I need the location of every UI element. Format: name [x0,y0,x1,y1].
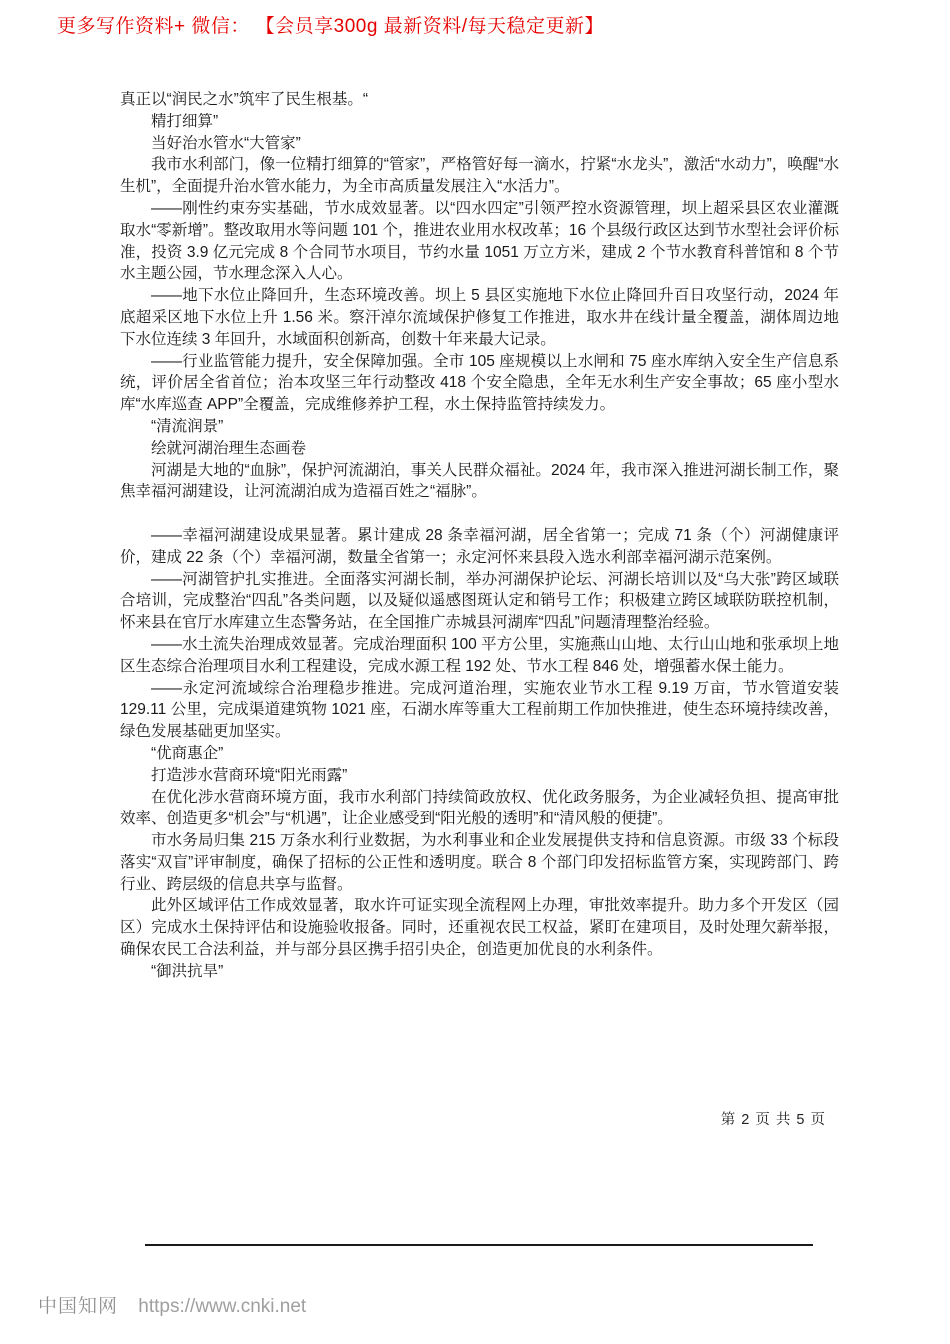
paragraph: 当好治水管水“大管家” [151,134,301,152]
footer-divider [145,1244,813,1246]
paragraph: “优商惠企” [151,744,224,762]
paragraph: ——永定河流域综合治理稳步推进。完成河道治理，实施农业节水工程 9.19 万亩，节水管道安装 129.11 公里，完成渠道建筑物 1021 座，石湖水库等重大工程前期工作加快推进，使生态环境持续改善，绿色发展基础更加坚实。 [120,679,839,741]
paragraph: ——刚性约束夯实基础，节水成效显著。以“四水四定”引领严控水资源管理，坝上超采县区农业灌溉取水“零新增”。整改取用水等问题 101 个，推进农业用水权改革；16 个县级行政区达到节水型社会评价标准，投资 3.9 亿元完成 8 个合同节水项目，节约水量 1051 万立方米，建成 2 个节水教育科普馆和 8 个节水主题公园，节水理念深入人心。 [120,199,839,283]
paragraph: 精打细算” [151,112,219,130]
paragraph: ——河湖管护扎实推进。全面落实河湖长制，举办河湖保护论坛、河湖长培训以及“乌大张”跨区域联合培训，完成整治“四乱”各类问题，以及疑似遥感图斑认定和销号工作；积极建立跨区域联防联控机制，怀来县在官厅水库建立生态警务站，在全国推广赤城县河湖库“四乱”问题清理整治经验。 [120,570,839,632]
paragraph: 真正以“润民之水”筑牢了民生根基。“ [120,91,368,108]
paragraph: 我市水利部门，像一位精打细算的“管家”，严格管好每一滴水，拧紧“水龙头”，激活“水动力”，唤醒“水生机”，全面提升治水管水能力，为全市高质量发展注入“水活力”。 [120,156,839,196]
promo-header: 更多写作资料+ 微信： 【会员享300g 最新资料/每天稳定更新】 [57,16,604,37]
paragraph: 此外区域评估工作成效显著，取水许可证实现全流程网上办理，审批效率提升。助力多个开发区（园区）完成水土保持评估和设施验收报备。同时，还重视农民工权益，紧盯在建项目，及时处理欠薪举报，确保农民工合法利益，并与部分县区携手招引央企，创造更加优良的水利条件。 [120,897,839,959]
paragraph: ——行业监管能力提升，安全保障加强。全市 105 座规模以上水闸和 75 座水库纳入安全生产信息系统，评价居全省首位；治本攻坚三年行动整改 418 个安全隐患，全年无水利生产安全事故；65 座小型水库“水库巡查 APP”全覆盖，完成维修养护工程，水土保持监管持续发力。 [120,352,839,414]
paragraph: 打造涉水营商环境“阳光雨露” [151,766,348,784]
paragraph: 在优化涉水营商环境方面，我市水利部门持续简政放权、优化政务服务，为企业减轻负担、提高审批效率、创造更多“机会”与“机遇”，让企业感受到“阳光般的透明”和“清风般的便捷”。 [120,788,839,828]
watermark [38,1291,306,1318]
paragraph: “清流润景” [151,417,224,435]
cnki-brand: 中国知网 [38,1296,119,1317]
cnki-url: https://www.cnki.net [138,1296,307,1317]
paragraph: 市水务局归集 215 万条水利行业数据，为水利事业和企业发展提供支持和信息资源。市级 33 个标段落实“双盲”评审制度，确保了招标的公正性和透明度。联合 8 个部门印发招标监管方案，实现跨部门、跨行业、跨层级的信息共享与监督。 [120,832,839,893]
page-number: 第 2 页 共 5 页 [720,1112,826,1128]
paragraph: 绘就河湖治理生态画卷 [151,439,307,457]
document-body [120,89,839,983]
paragraph: “御洪抗旱” [151,962,224,980]
paragraph: ——幸福河湖建设成果显著。累计建成 28 条幸福河湖，居全省第一；完成 71 条（个）河湖健康评价，建成 22 条（个）幸福河湖，数量全省第一；永定河怀来县段入选水利部幸福河湖示范案例。 [120,526,839,566]
paragraph: ——水土流失治理成效显著。完成治理面积 100 平方公里，实施燕山山地、太行山山地和张承坝上地区生态综合治理项目水利工程建设，完成水源工程 192 处、节水工程 846 处，增强蓄水保土能力。 [120,635,839,675]
paragraph: 河湖是大地的“血脉”，保护河流湖泊，事关人民群众福祉。2024 年，我市深入推进河湖长制工作，聚焦幸福河湖建设，让河流湖泊成为造福百姓之“福脉”。 [120,461,839,501]
paragraph: ——地下水位止降回升，生态环境改善。坝上 5 县区实施地下水位止降回升百日攻坚行动，2024 年底超采区地下水位上升 1.56 米。察汗淖尔流域保护修复工作推进，取水井在线计量全覆盖，湖体周边地下水位连续 3 年回升，水域面积创新高，创数十年来最大记录。 [120,287,839,348]
paragraph-spacer [120,503,839,525]
